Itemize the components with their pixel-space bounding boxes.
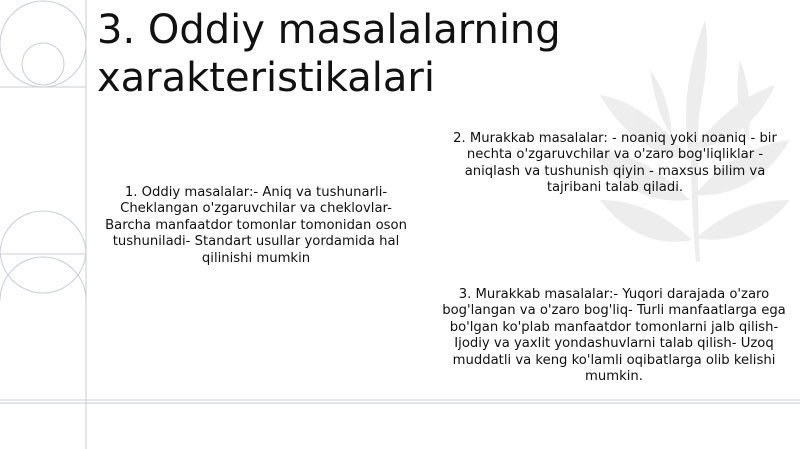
text-block-oddiy: 1. Oddiy masalalar:- Aniq va tushunarli- Cheklangan o'zgaruvchilar va cheklovlar- Barcha manfaatdor tomonlar tomonidan oson tushuniladi- Standart usullar yordamida hal qilinishi mumkin [105, 185, 407, 266]
text-block-murakkab-2: 2. Murakkab masalalar: - noaniq yoki noaniq - bir nechta o'zgaruvchilar va o'zaro bog'liqliklar - aniqlash va tushunish qiyin - maxsus bilim va tajribani talab qiladi. [453, 131, 777, 196]
slide-title: 3. Oddiy masalalarning xarakteristikalari [97, 7, 561, 101]
text-block-murakkab-3: 3. Murakkab masalalar:- Yuqori darajada o'zaro bog'langan va o'zaro bog'liq- Turli manfaatlarga ega bo'lgan ko'plab manfaatdor tomonlarni jalb qilish- Ijodiy va yaxlit yondashuvlarni talab qilish- Uzoq muddatli va keng ko'lamli oqibatlarga olib kelishi mumkin. [442, 287, 786, 385]
